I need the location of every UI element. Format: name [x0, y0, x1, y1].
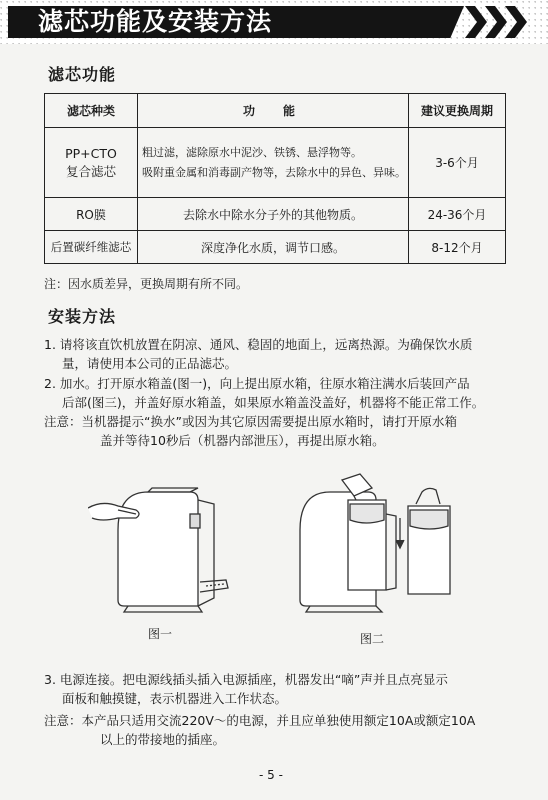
page-title: 滤芯功能及安装方法 — [38, 7, 273, 36]
note-text: 盖并等待10秒后（机器内部泄压），再提出原水箱。 — [100, 433, 385, 448]
step-text: 2. 加水。打开原水箱盖(图一)，向上提出原水箱，往原水箱注满水后装回产品 — [44, 376, 470, 391]
table-row — [45, 231, 506, 264]
note-text: 以上的带接地的插座。 — [100, 732, 226, 747]
install-note-2 — [44, 711, 514, 749]
install-note-1 — [44, 412, 514, 450]
figure-2-caption: 图二 — [360, 632, 385, 646]
table-cell-period: 24-36个月 — [409, 198, 506, 231]
chevron-decoration-icon — [465, 6, 545, 38]
table-cell-period: 8-12个月 — [409, 231, 506, 264]
section-heading-filter: 滤芯功能 — [48, 65, 117, 84]
table-header: 建议更换周期 — [409, 94, 506, 128]
table-cell-type: RO膜 — [45, 198, 138, 231]
table-cell-type: PP+CTO 复合滤芯 — [45, 128, 138, 198]
table-cell-function: 粗过滤，滤除原水中泥沙、铁锈、悬浮物等。 吸附重金属和消毒副产物等，去除水中的异色、异味。 — [138, 128, 409, 198]
figure-1-illustration — [88, 470, 258, 620]
page-number: - 5 - — [259, 768, 283, 782]
table-header-row — [45, 94, 506, 128]
step-text: 量，请使用本公司的正品滤芯。 — [62, 356, 238, 371]
step-text: 3. 电源连接。把电源线插头插入电源插座，机器发出“嘀”声并且点亮显示 — [44, 672, 448, 687]
figure-2-illustration — [290, 470, 460, 620]
install-step-2 — [44, 374, 514, 412]
table-cell-type: 后置碳纤维滤芯 — [45, 231, 138, 264]
table-note: 注：因水质差异，更换周期有所不同。 — [44, 277, 249, 291]
header-banner — [0, 0, 548, 44]
note-text: 注意：本产品只适用交流220V～的电源，并且应单独使用额定10A或额定10A — [44, 713, 476, 728]
table-cell-function: 深度净化水质，调节口感。 — [138, 231, 409, 264]
install-step-1 — [44, 335, 514, 373]
table-row — [45, 198, 506, 231]
install-step-3 — [44, 670, 514, 708]
step-text: 1. 请将该直饮机放置在阴凉、通风、稳固的地面上，远离热源。为确保饮水质 — [44, 337, 473, 352]
table-cell-period: 3-6个月 — [409, 128, 506, 198]
table-header: 功 能 — [138, 94, 409, 128]
figure-1-caption: 图一 — [148, 627, 173, 641]
filter-table — [44, 93, 506, 264]
table-header: 滤芯种类 — [45, 94, 138, 128]
step-text: 面板和触摸键，表示机器进入工作状态。 — [62, 691, 288, 706]
section-heading-install: 安装方法 — [48, 307, 117, 326]
table-row — [45, 128, 506, 198]
step-text: 后部(图三)，并盖好原水箱盖，如果原水箱盖没盖好，机器将不能正常工作。 — [62, 395, 485, 410]
table-cell-function: 去除水中除水分子外的其他物质。 — [138, 198, 409, 231]
note-text: 注意：当机器提示“换水”或因为其它原因需要提出原水箱时，请打开原水箱 — [44, 414, 457, 429]
